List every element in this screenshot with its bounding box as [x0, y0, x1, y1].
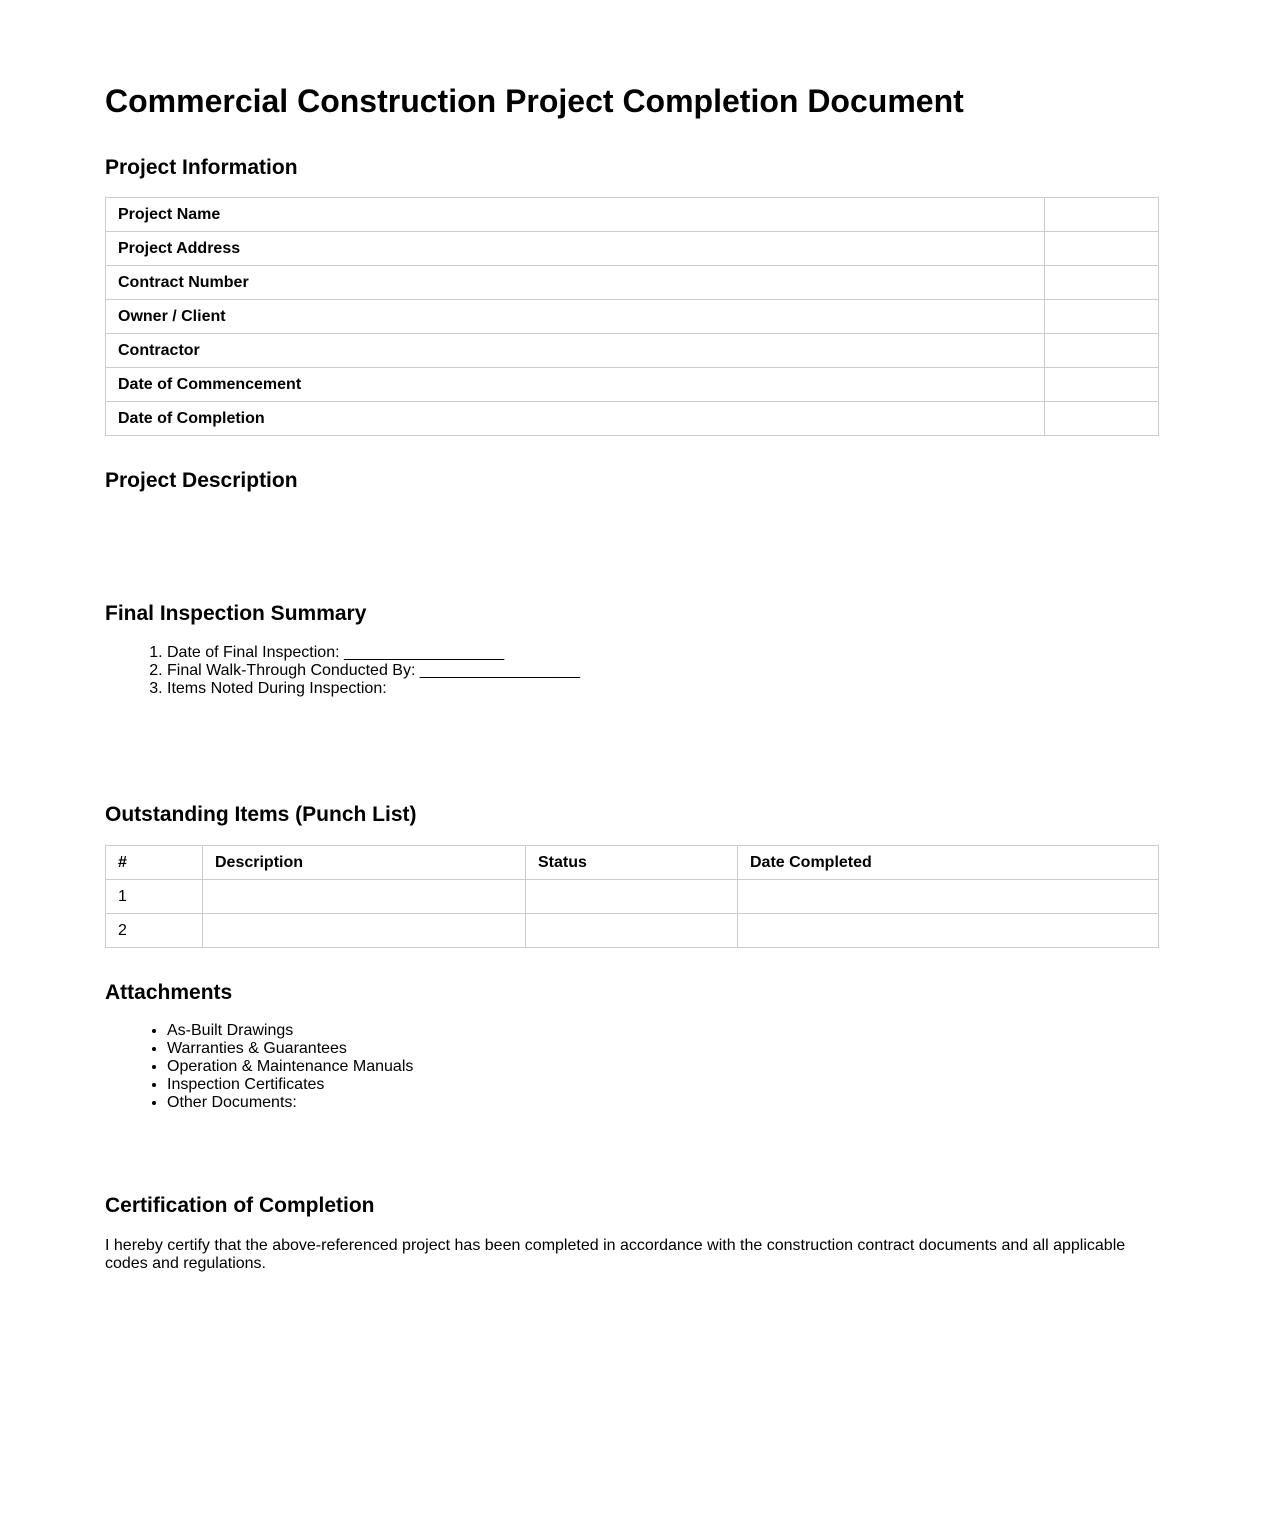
section-heading-project-description: Project Description	[105, 469, 298, 492]
table-row	[106, 368, 1159, 402]
list-item: • Operation & Maintenance Manuals	[167, 1058, 1158, 1076]
punch-list-table	[105, 845, 1159, 948]
table-row	[106, 402, 1159, 436]
date-completed-cell[interactable]	[738, 914, 1159, 948]
field-label: Contractor	[106, 334, 1045, 368]
table-row	[106, 334, 1159, 368]
table-row	[106, 266, 1159, 300]
list-item: • Other Documents:	[167, 1094, 1158, 1112]
table-row	[106, 914, 1159, 948]
date-of-commencement-value[interactable]	[1045, 368, 1159, 402]
date-completed-cell[interactable]	[738, 880, 1159, 914]
description-cell[interactable]	[203, 914, 526, 948]
certification-statement: I hereby certify that the above-referenced project has been completed in accordance with the construction contract documents and all applicable codes and regulations.	[105, 1237, 1126, 1272]
table-header-row	[106, 846, 1159, 880]
row-number: 1	[106, 880, 203, 914]
column-header-status: Status	[526, 846, 738, 880]
field-label: Date of Completion	[106, 402, 1045, 436]
section-heading-final-inspection: Final Inspection Summary	[105, 602, 367, 625]
document-title: Commercial Construction Project Completion Document	[105, 83, 964, 119]
section-heading-punch-list: Outstanding Items (Punch List)	[105, 803, 417, 826]
project-address-value[interactable]	[1045, 232, 1159, 266]
project-name-value[interactable]	[1045, 198, 1159, 232]
project-information-table	[105, 197, 1159, 436]
list-item: 1. Date of Final Inspection: __________________	[167, 644, 1158, 662]
attachments-list	[105, 1022, 1158, 1112]
table-row	[106, 880, 1159, 914]
table-row	[106, 300, 1159, 334]
table-row	[106, 232, 1159, 266]
field-label: Project Name	[106, 198, 1045, 232]
section-heading-project-information: Project Information	[105, 156, 298, 179]
status-cell[interactable]	[526, 880, 738, 914]
field-label: Owner / Client	[106, 300, 1045, 334]
column-header-description: Description	[203, 846, 526, 880]
status-cell[interactable]	[526, 914, 738, 948]
row-number: 2	[106, 914, 203, 948]
list-item: • As-Built Drawings	[167, 1022, 1158, 1040]
column-header-number: #	[106, 846, 203, 880]
field-label: Project Address	[106, 232, 1045, 266]
contractor-value[interactable]	[1045, 334, 1159, 368]
list-item: • Warranties & Guarantees	[167, 1040, 1158, 1058]
list-item: 3. Items Noted During Inspection:	[167, 680, 1158, 698]
section-heading-certification: Certification of Completion	[105, 1194, 375, 1217]
contract-number-value[interactable]	[1045, 266, 1159, 300]
field-label: Contract Number	[106, 266, 1045, 300]
section-heading-attachments: Attachments	[105, 981, 233, 1004]
final-inspection-list	[105, 644, 1158, 698]
date-of-completion-value[interactable]	[1045, 402, 1159, 436]
field-label: Date of Commencement	[106, 368, 1045, 402]
table-row	[106, 198, 1159, 232]
column-header-date-completed: Date Completed	[738, 846, 1159, 880]
list-item: 2. Final Walk-Through Conducted By: __________________	[167, 662, 1158, 680]
list-item: • Inspection Certificates	[167, 1076, 1158, 1094]
owner-client-value[interactable]	[1045, 300, 1159, 334]
description-cell[interactable]	[203, 880, 526, 914]
